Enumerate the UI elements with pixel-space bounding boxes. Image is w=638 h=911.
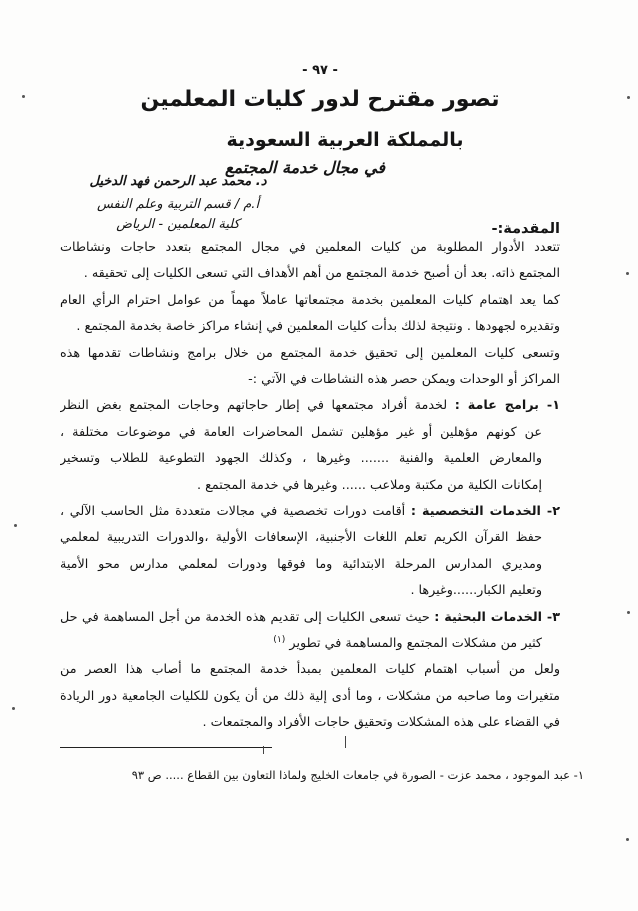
activity-line: عن كونهم مؤهلين أو غير مؤهلين تشمل المحاضرات العامة في موضوعات مختلفة ،: [60, 425, 542, 440]
activity-item-general-programs: [60, 394, 560, 418]
activity-label: ٣- الخدمات البحثية :: [434, 610, 560, 625]
activity-line: وتعليم الكبار......وغيرها .: [410, 583, 542, 598]
activity-label: ١- برامج عامة :: [454, 398, 560, 413]
scan-mark: [627, 611, 630, 614]
activity-line: حفظ القرآن الكريم تعلم اللغات الأجنبية، الإسعافات الأولية ،والدورات التدريبية لمعلمي: [60, 530, 542, 545]
activity-line: والمعارض العلمية والفنية ....... وغيرها ، وكذلك الجهود التطوعية للطلاب وتسخير: [60, 451, 542, 466]
scan-mark: [627, 96, 630, 99]
section-heading-introduction: المقدمة:-: [491, 221, 560, 237]
scan-mark: [626, 838, 629, 841]
activity-text: حيث تسعى الكليات إلى تقديم هذه الخدمة من أجل المساهمة في حل: [60, 610, 430, 625]
activity-text: لخدمة أفراد مجتمعها في إطار حاجاتهم وحاجات المجتمع بغض النظر: [60, 398, 448, 413]
activity-item-research-services: [60, 606, 560, 630]
activity-text: أقامت دورات تخصصية في مجالات متعددة مثل الحاسب الآلي ،: [60, 504, 406, 519]
scan-mark: [22, 95, 25, 98]
paragraph-line: المراكز أو الوحدات ويمكن حصر هذه النشاطات في الآتي :-: [248, 372, 560, 387]
scan-mark: [626, 272, 629, 275]
paragraph-line: ولعل من أسباب اهتمام كليات المعلمين بمبدأ خدمة المجتمع ما أصاب هذا العصر من: [60, 662, 560, 677]
author-name: د. محمد عبد الرحمن فهد الدخيل: [89, 174, 267, 189]
paragraph-line: وتسعى كليات المعلمين إلى تحقيق خدمة المجتمع من خلال برامج ونشاطات تقدمها هذه: [60, 346, 560, 361]
title-line-3: في مجال خدمة المجتمع: [224, 158, 386, 177]
activity-line: ومديري المدارس المرحلة الابتدائية وما فوقها ودورات لمعلمي مدارس محو الأمية: [60, 557, 542, 572]
activity-line: [60, 632, 542, 656]
activity-label: ٢- الخدمات التخصصية :: [410, 504, 560, 519]
scan-mark: [14, 524, 17, 527]
title-line-2: بالمملكة العربية السعودية: [226, 129, 464, 151]
author-position: أ.م / قسم التربية وعلم النفس: [96, 197, 260, 212]
paragraph-line: متغيرات وما صاحبه من مشكلات ، وما أدى إلية ذلك من أن يكون للكليات الجامعية دور الريادة: [60, 689, 560, 704]
scan-mark: [263, 746, 264, 754]
title-line-1: تصور مقترح لدور كليات المعلمين: [140, 87, 500, 112]
author-affiliation: كلية المعلمين - الرياض: [116, 217, 240, 232]
paragraph-line: تتعدد الأدوار المطلوبة من كليات المعلمين في مجال المجتمع بتعدد حاجات ونشاطات: [60, 240, 560, 255]
activity-item-specialized-services: [60, 500, 560, 524]
footnote-separator: [60, 747, 272, 748]
scan-mark: [12, 707, 15, 710]
paragraph-line: المجتمع ذاته. بعد أن أصبح خدمة المجتمع من أهم الأهداف التي تسعى الكليات إلى تحقيقه .: [83, 266, 560, 281]
activity-line: إمكانات الكلية من مكتبة وملاعب ...... وغيرها في خدمة المجتمع .: [197, 478, 542, 493]
footnote: ١- عبد الموجود ، محمد عزت - الصورة في جامعات الخليج ولماذا التعاون بين القطاع ..... ص ٩٣: [131, 768, 584, 782]
footnote-marker: (١): [273, 634, 286, 645]
activity-text: كثير من مشكلات المجتمع والمساهمة في تطوير: [289, 636, 542, 651]
scan-mark: [345, 736, 346, 748]
page-number: - ٩٧ -: [302, 63, 338, 78]
paragraph-line: وتقديره لجهودها . ونتيجة لذلك بدأت كليات المعلمين في إنشاء مراكز خاصة بخدمة المجتمع .: [76, 319, 560, 334]
paragraph-line: في القضاء على هذه المشكلات وتحقيق حاجات الأفراد والمجتمعات .: [202, 715, 560, 730]
paragraph-line: كما يعد اهتمام كليات المعلمين بخدمة مجتمعاتها عاملاً مهماً من عوامل احترام الرأي العام: [60, 293, 560, 308]
